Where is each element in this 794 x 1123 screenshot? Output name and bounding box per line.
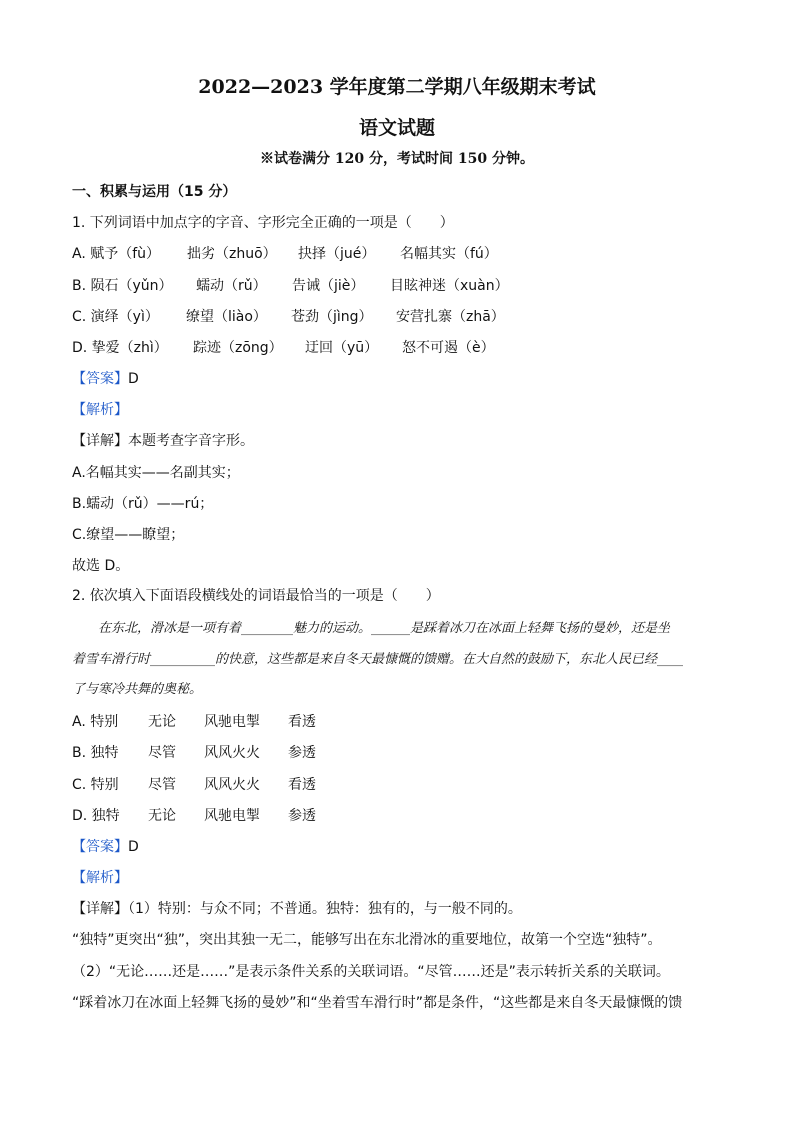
q2-option-d-2: 无论 — [148, 808, 176, 824]
q1-option-b-4: 目眩神迷（xuàn） — [390, 278, 509, 294]
answer-label: 【答案】 — [72, 371, 128, 387]
exam-title: 2022—2023 学年度第二学期八年级期末考试 — [198, 76, 596, 98]
q2-passage-line: 在东北，滑冰是一项有着________魅力的运动。______是踩着冰刀在冰面上轻舞飞扬的曼妙，还是坐 — [72, 621, 671, 636]
q2-detail — [72, 899, 522, 919]
q2-option-a-4: 看透 — [288, 714, 316, 730]
q1-option-b-1: B. 陨石（yǔn） — [72, 278, 173, 294]
q1-answer — [72, 369, 139, 389]
q1-detail-line: 故选 D。 — [72, 558, 130, 574]
q2-detail-line: （2）“无论……还是……”是表示条件关系的关联词语。“尽管……还是”表示转折关系的关联词。 — [72, 964, 670, 980]
q2-answer — [72, 837, 139, 857]
q1-option-b-3: 告诫（jiè） — [292, 278, 365, 294]
q2-detail-line: “独特”更突出“独”，突出其独一无二，能够写出在东北滑冰的重要地位，故第一个空选“独特”。 — [72, 932, 662, 948]
q1-option-d-4: 怒不可遏（è） — [402, 340, 495, 356]
detail-text: 本题考查字音字形。 — [128, 433, 254, 449]
section-heading: 一、积累与运用（15 分） — [72, 184, 237, 200]
q1-detail-line: A.名幅其实——名副其实； — [72, 465, 240, 481]
q2-option-a-2: 无论 — [148, 714, 176, 730]
q2-option-d-3: 风驰电掣 — [204, 808, 260, 824]
detail-text: （1）特别：与众不同；不普通。独特：独有的，与一般不同的。 — [128, 901, 522, 917]
q1-stem: 1. 下列词语中加点字的字音、字形完全正确的一项是（ ） — [72, 215, 454, 231]
q2-option-c-4: 看透 — [288, 777, 316, 793]
q2-option-d-4: 参透 — [288, 808, 316, 824]
q1-option-c-4: 安营扎寨（zhā） — [396, 309, 505, 325]
q2-option-d-1: D. 独特 — [72, 808, 120, 824]
q1-option-a-2: 拙劣（zhuō） — [187, 246, 277, 262]
q2-option-b-2: 尽管 — [148, 745, 176, 761]
q2-option-b-1: B. 独特 — [72, 745, 119, 761]
q2-passage-line: 了与寒冷共舞的奥秘。 — [72, 682, 203, 697]
exam-note: ※试卷满分 120 分，考试时间 150 分钟。 — [260, 151, 534, 167]
q2-option-b-3: 风风火火 — [204, 745, 260, 761]
q2-option-c-3: 风风火火 — [204, 777, 260, 793]
q1-option-b-2: 蠕动（rǔ） — [196, 278, 267, 294]
q2-option-c-1: C. 特别 — [72, 777, 119, 793]
q1-option-d-3: 迂回（yū） — [305, 340, 379, 356]
q2-passage-line: 着雪车滑行时__________的快意，这些都是来自冬天最慷慨的馈赠。在大自然的鼓励下，东北人民已经____ — [72, 652, 684, 667]
answer-value: D — [128, 839, 139, 855]
q2-stem: 2. 依次填入下面语段横线处的词语最恰当的一项是（ ） — [72, 588, 440, 604]
q1-detail-line: B.蠕动（rǔ）——rú； — [72, 496, 214, 512]
q1-option-c-3: 苍劲（jìng） — [291, 309, 373, 325]
answer-value: D — [128, 371, 139, 387]
q1-option-d-1: D. 挚爱（zhì） — [72, 340, 168, 356]
q2-analysis-label: 【解析】 — [72, 870, 128, 886]
q1-option-a-3: 抉择（jué） — [298, 246, 376, 262]
q1-option-d-2: 踪迹（zōng） — [193, 340, 283, 356]
q2-option-c-2: 尽管 — [148, 777, 176, 793]
detail-label: 【详解】 — [72, 433, 128, 449]
q2-option-a-3: 风驰电掣 — [204, 714, 260, 730]
q1-option-a-1: A. 赋予（fù） — [72, 246, 161, 262]
exam-subtitle: 语文试题 — [358, 117, 435, 139]
q1-option-a-4: 名幅其实（fú） — [400, 246, 498, 262]
q2-option-a-1: A. 特别 — [72, 714, 119, 730]
detail-label: 【详解】 — [72, 901, 128, 917]
q1-detail — [72, 431, 254, 451]
q2-option-b-4: 参透 — [288, 745, 316, 761]
q1-option-c-1: C. 演绎（yì） — [72, 309, 159, 325]
q1-option-c-2: 缭望（liào） — [186, 309, 267, 325]
q1-detail-line: C.缭望——瞭望； — [72, 527, 185, 543]
q2-detail-line: “踩着冰刀在冰面上轻舞飞扬的曼妙”和“坐着雪车滑行时”都是条件，“这些都是来自冬天最慷慨的馈 — [72, 995, 683, 1011]
answer-label: 【答案】 — [72, 839, 128, 855]
q1-analysis-label: 【解析】 — [72, 402, 128, 418]
